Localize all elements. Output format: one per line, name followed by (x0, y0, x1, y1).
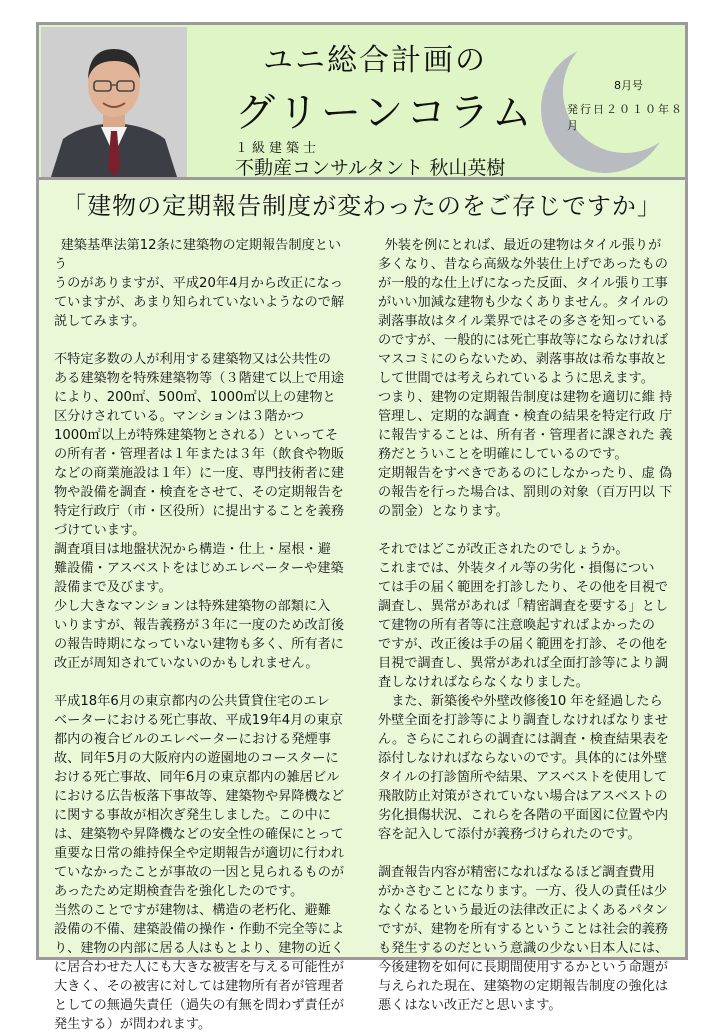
paragraph: 調査報告内容が精密になればなるほど調査費用 がかさむことになります。一方、役人の責任は少 なくなるという最近の法律改正によくあるパタン ですが、建物を所有するということは社会的義務 も発生するのだという意識の少ない日本人には、 今後建物を如何に長期間使用するかという命題が 与えられた現在、建築物の定期報告制度の強化は 悪くはない改正だと思います。 (378, 865, 669, 1013)
paragraph: 建築基準法第12条に建築物の定期報告制度という うのがありますが、平成20年4月から改正になっ ていますが、あまり知られていないようなので解 説してみます。 (54, 238, 345, 329)
paragraph-gap (378, 844, 674, 863)
masthead-title-line1: ユニ総合計画の (263, 43, 487, 78)
paragraph-gap (54, 673, 350, 692)
paragraph: 当然のことですが建物は、構造の老朽化、避難 設備の不備、建築設備の操作・作動不完全等によ り、建物の内部に居る人はもとより、建物の近く に居合わせた人にも大きな被害を与える可能性が 大きく、その被害に対しては建物所有者が管理者 としての無過失責任（過失の有無を問わず責任が 発生する）が問われます。 (54, 903, 345, 1032)
paragraph: 定期報告をすべきであるのにしなかったり、虚 偽 の報告を行った場合は、罰則の対象（百万円以 下 の罰金）となります。 (378, 466, 673, 519)
paragraph: 調査項目は地盤状況から構造・仕上・屋根・避 難設備・アスベストをはじめエレベーターや建築 設備まで及びます。 (54, 542, 344, 595)
left-column (54, 236, 350, 1034)
issue-label: 8月号 (614, 79, 643, 92)
author-qualification: １級建築士 (235, 141, 321, 156)
paragraph-gap (54, 331, 350, 350)
article-headline: 「建物の定期報告制度が変わったのをご存じですか」 (62, 192, 662, 220)
paragraph-gap (378, 521, 674, 540)
paragraph: 平成18年6月の東京都内の公共賃貸住宅のエレ ベーターにおける死亡事故、平成19年4月の東京 都内の複合ビルのエレベーターにおける発煙事 故、同年5月の大阪府内の遊園地のコースターに おける死亡事故、同年6月の東京都内の雑居ビル における広告板落下事故等、建築物や昇降機など に関する事故が相次ぎ発生しました。この中に は、建築物や昇降機などの安全性の確保にとって 重要な日常の維持保全や定期報告が適切に行われ ていなかったことが事故の一因と見られるものが あったため定期検査告を強化したのです。 (54, 694, 345, 899)
paragraph: つまり、建物の定期報告制度は建物を適切に維 持 管理し、定期的な調査・検査の結果を特定行政 庁 に報告することは、所有者・管理者に課された 義 務だとういことを明確にしているのです。 (378, 390, 673, 462)
paragraph: 少し大きなマンションは特殊建築物の部類に入 いりますが、報告義務が３年に一度のため改訂後 の報告時期になっていない建物も多く、所有者に 改正が周知されていないのかもしれません。 (54, 599, 345, 671)
author-photo (41, 27, 187, 177)
masthead-title-line2: グリーンコラム (235, 90, 535, 136)
paragraph: これまでは、外装タイル等の劣化・損傷につい ては手の届く範囲を打診したり、その他を目視で 調査し、異常があれば「精密調査を要する」とし て建物の所有者等に注意喚起すればよかったの ですが、改正後は手の届く範囲を打診、その他を 目視で調査し、異常があれば全面打診等により調 査しなければならなくなりました。 (378, 561, 669, 690)
paragraph: 不特定多数の人が利用する建築物又は公共性の ある建築物を特殊建築物等（３階建て以上で用途 により、200㎡、500㎡、1000㎡以上の建物と 区分けされている。マンションは３階かつ 1000㎡以上が特殊建築物とされる）といってそ の所有者・管理者は１年または３年（飲食や物販 などの商業施設は１年）に一度、専門技術者に建 物や設備を調査・検査をさせて、その定期報告を 特定行政庁（市・区役所）に提出することを義務 づけています。 (54, 352, 345, 538)
issue-date: 発行日２０１０年８月 (567, 103, 684, 132)
paragraph: 外装を例にとれば、最近の建物はタイル張りが 多くなり、昔なら高級な外装仕上げであったもの が一般的な仕上げになった反面、タイル張り工事 がいい加減な建物も少なくありません。タイルの 剥落事故はタイル業界ではその多さを知っている のですが、一般的には死亡事故等にならなければ マスコミにのらないため、剥落事故は希な事故と して世間では考えられているように思えます。 (378, 238, 669, 386)
paragraph: また、新築後や外壁改修後10 年を経過したら 外壁全面を打診等により調査しなければなりませ ん。さらにこれらの調査には調査・検査結果表を 添付しなければならないのです。具体的には外壁 タイルの打診箇所や結果、アスベストを使用して 飛散防止対策がされていない場合はアスベストの 劣化損傷状況、これらを各階の平面図に位置や内 容を記入して添付が義務づけられたのです。 (378, 694, 669, 842)
author-name: 不動産コンサルタント 秋山英樹 (235, 157, 506, 179)
right-column (378, 236, 674, 1015)
masthead (36, 22, 688, 180)
paragraph: それではどこが改正されたのでしょうか。 (378, 542, 629, 557)
